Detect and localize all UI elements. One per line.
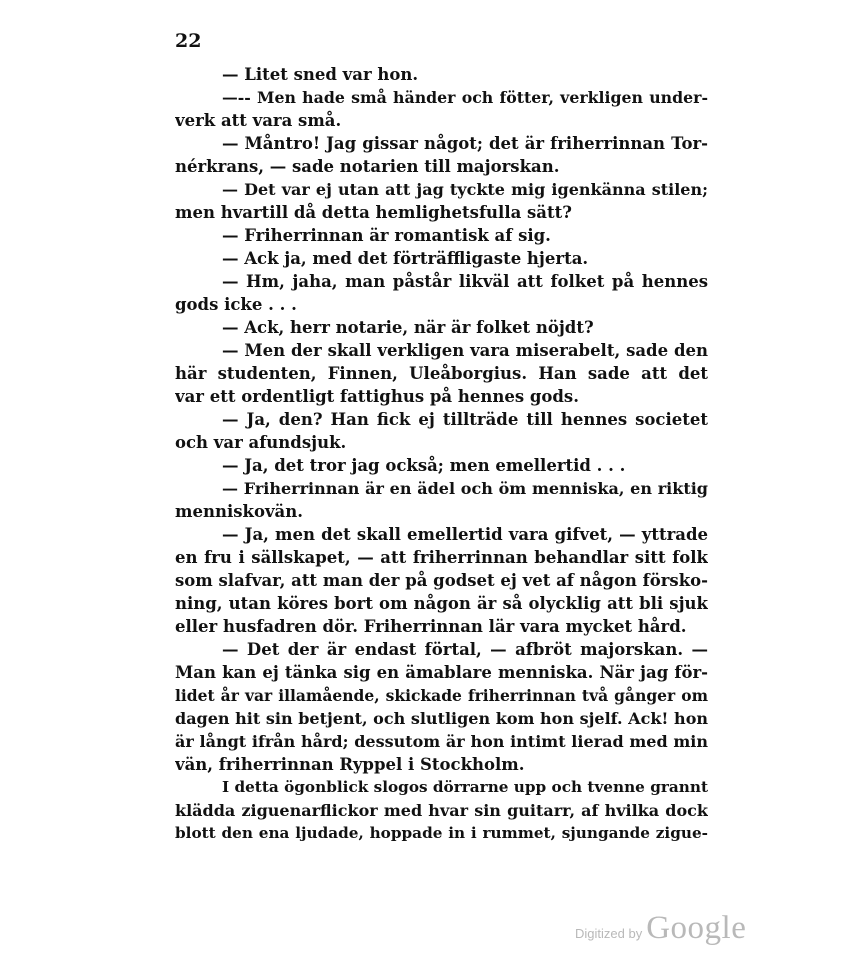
text-line: —-- Men hade små händer och fötter, verkligen under- [222,88,708,107]
text-line: — Men der skall verkligen vara miserabelt, sade den [222,341,708,360]
text-line: dagen hit sin betjent, och slutligen kom hon sjelf. Ack! hon [175,709,708,728]
text-line: klädda ziguenarflickor med hvar sin guitarr, af hvilka dock [175,801,708,820]
text-line: — Ack ja, med det förträffligaste hjerta. [222,249,589,268]
text-line: Man kan ej tänka sig en ämablare menniska. När jag för- [175,663,708,682]
text-line: — Friherrinnan är romantisk af sig. [222,226,551,245]
text-line: och var afundsjuk. [175,433,347,452]
text-line: — Ack, herr notarie, när är folket nöjdt? [222,318,594,337]
digitized-by-google-watermark [575,910,746,947]
text-line: — Hm, jaha, man påstår likväl att folket på hennes [222,272,708,291]
text-line: lidet år var illamående, skickade friherrinnan två gånger om [175,686,708,705]
google-logo: Google [646,910,747,946]
text-line: — Litet sned var hon. [222,65,419,84]
text-line: — Ja, det tror jag också; men emellertid . . . [222,456,626,475]
text-line: — Måntro! Jag gissar något; det är friherrinnan Tor- [222,134,708,153]
text-line: — Friherrinnan är en ädel och öm menniska, en riktig [222,479,708,498]
text-line: var ett ordentligt fattighus på hennes gods. [175,387,579,406]
text-line: nérkrans, — sade notarien till majorskan. [175,157,560,176]
text-line: här studenten, Finnen, Uleåborgius. Han sade att det [175,364,708,383]
text-line: eller husfadren dör. Friherrinnan lär vara mycket hård. [175,617,687,636]
page-number: 22 [175,30,202,52]
text-line: men hvartill då detta hemlighetsfulla sätt? [175,203,572,222]
text-line: — Det der är endast förtal, — afbröt majorskan. — [222,640,708,659]
text-line: är långt ifrån hård; dessutom är hon intimt lierad med min [175,732,708,751]
text-line: en fru i sällskapet, — att friherrinnan behandlar sitt folk [175,548,708,567]
text-line: ning, utan köres bort om någon är så olycklig att bli sjuk [175,594,708,613]
text-line: verk att vara små. [175,111,342,130]
text-line: — Ja, den? Han fick ej tillträde till hennes societet [222,410,708,429]
text-line: — Det var ej utan att jag tyckte mig igenkänna stilen; [222,180,708,199]
text-line: — Ja, men det skall emellertid vara gifvet, — yttrade [222,525,708,544]
text-line: vän, friherrinnan Ryppel i Stockholm. [175,755,525,774]
text-line: I detta ögonblick slogos dörrarne upp och tvenne grannt [222,778,708,796]
watermark-prefix: Digitized by [575,926,643,941]
text-line: menniskovän. [175,502,303,521]
text-line: som slafvar, att man der på godset ej vet af någon förskо- [175,571,708,590]
body-text [175,63,708,845]
text-line: blott den ena ljudade, hoppade in i rummet, sjungande zigue- [175,824,708,842]
text-line: gods icke . . . [175,295,297,314]
